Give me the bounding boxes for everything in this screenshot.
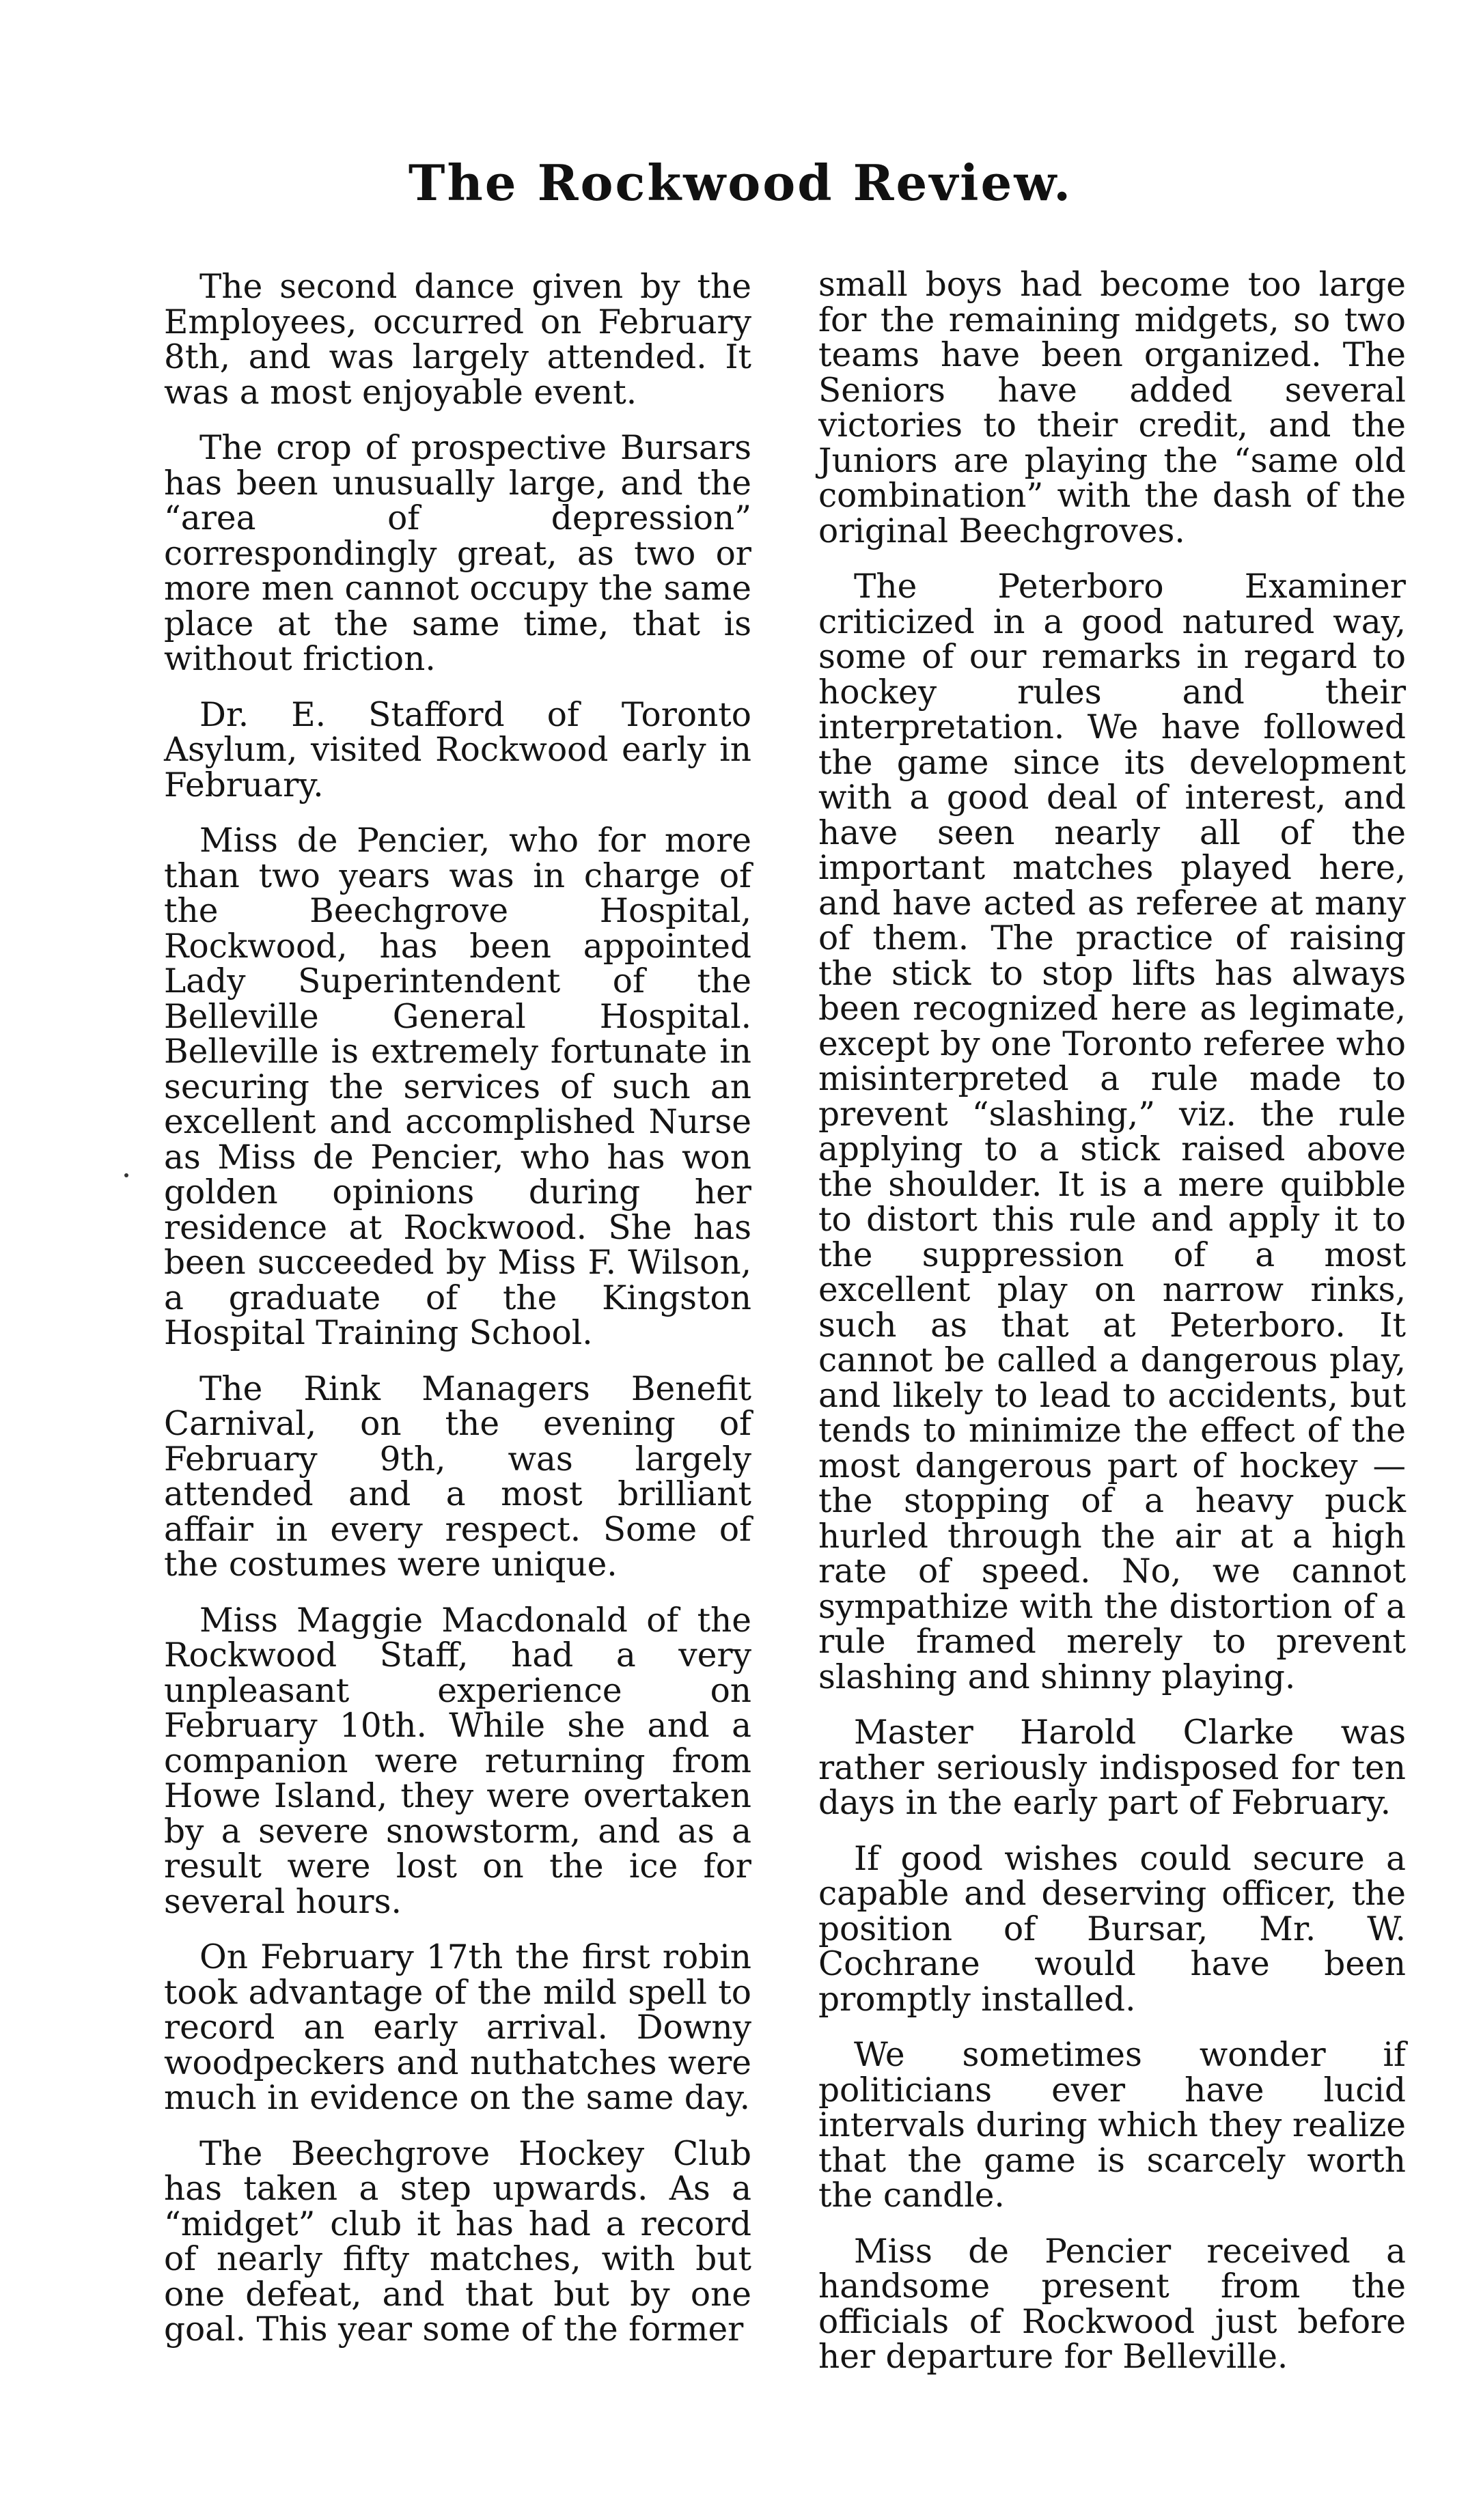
article-paragraph: On February 17th the first robin took advantage of the mild spell to record an early arrival. Downy woodpeckers and nuthatches were much in evidence on the same day. <box>164 1938 751 2117</box>
article-paragraph: The Beechgrove Hockey Club has taken a step upwards. As a “midget” club it has had a record of nearly fifty matches, with but one defeat, and that but by one goal. This year some of the former <box>164 2134 751 2349</box>
article-paragraph: Miss de Pencier received a handsome present from the officials of Rockwood just before her departure for Belleville. <box>818 2232 1406 2376</box>
print-speck <box>124 1173 128 1177</box>
article-paragraph: We sometimes wonder if politicians ever have lucid intervals during which they realize that the game is scarcely worth the candle. <box>818 2036 1406 2215</box>
article-paragraph: Dr. E. Stafford of Toronto Asylum, visited Rockwood early in February. <box>164 695 751 804</box>
right-column <box>818 268 1406 2396</box>
left-column <box>164 270 751 2368</box>
article-paragraph: The Rink Managers Benefit Carnival, on the evening of February 9th, was largely attended and a most brilliant affair in every respect. Some of the costumes were unique. <box>164 1369 751 1584</box>
article-paragraph: The Peterboro Examiner criticized in a good natured way, some of our remarks in regard to hockey rules and their interpretation. We have followed the game since its development with a good deal of interest, and have seen nearly all of the important matches played here, and have acted as referee at many of them. The practice of raising the stick to stop lifts has always been recognized here as legimate, except by one Toronto referee who misinterpreted a rule made to prevent “slashing,” viz. the rule applying to a stick raised above the shoulder. It is a mere quibble to distort this rule and apply it to the suppression of a most excellent play on narrow rinks, such as that at Peterboro. It cannot be called a dangerous play, and likely to lead to accidents, but tends to minimize the effect of the most dangerous part of hockey —the stopping of a heavy puck hurled through the air at a high rate of speed. No, we cannot sympathize with the distortion of a rule framed merely to prevent slashing and shinny playing. <box>818 568 1406 1696</box>
article-paragraph: Master Harold Clarke was rather seriously indisposed for ten days in the early part of February. <box>818 1713 1406 1822</box>
article-paragraph: The second dance given by the Employees, occurred on February 8th, and was largely attended. It was a most enjoyable event. <box>164 268 751 412</box>
article-paragraph: The crop of prospective Bursars has been unusually large, and the “area of depression” correspondingly great, as two or more men cannot occupy the same place at the same time, that is without friction. <box>164 429 751 678</box>
article-paragraph: Miss Maggie Macdonald of the Rockwood Staff, had a very unpleasant experience on February 10th. While she and a companion were returning from Howe Island, they were overtaken by a severe snowstorm, and as a result were lost on the ice for several hours. <box>164 1601 751 1921</box>
article-paragraph: If good wishes could secure a capable and deserving officer, the position of Bursar, Mr. W. Cochrane would have been promptly installed. <box>818 1839 1406 2019</box>
masthead-title: The Rockwood Review. <box>408 154 1073 212</box>
article-paragraph: Miss de Pencier, who for more than two years was in charge of the Beechgrove Hospital, Rockwood, has been appointed Lady Superintendent of the Belleville General Hospital. Belleville is extremely fortunate in securing the services of such an excellent and accomplished Nurse as Miss de Pencier, who has won golden opinions during her residence at Rockwood. She has been succeeded by Miss F. Wilson, a graduate of the Kingston Hospital Training School. <box>164 822 751 1352</box>
article-paragraph-continued: small boys had become too large for the remaining midgets, so two teams have been organized. The Seniors have added several victories to their credit, and the Juniors are playing the “same old combination” with the dash of the original Beechgroves. <box>818 266 1406 550</box>
